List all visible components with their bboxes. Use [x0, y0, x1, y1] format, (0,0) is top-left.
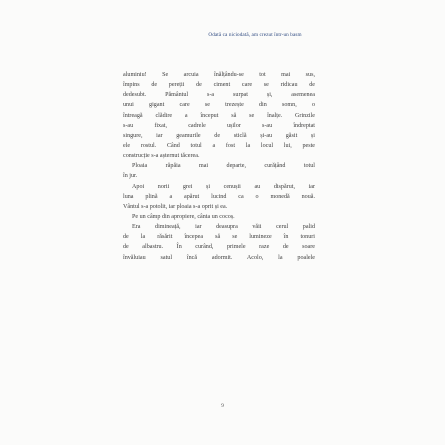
text-line: Pe un câmp din apropiere, cânta un cocoș.	[132, 213, 235, 220]
page-number: 9	[221, 403, 224, 409]
body-text	[123, 70, 315, 263]
text-line: construcție s-a așternut tăcerea.	[123, 153, 200, 160]
text-line: Vântul s-a potolit, iar ploaia s-a oprit și ea.	[123, 203, 228, 210]
running-head: Odată ca niciodată, am crezut într-un basm	[208, 32, 302, 38]
text-line: singure, iar geamurile de sticlă și-au găsit și	[123, 132, 315, 139]
text-line: dedesubt. Pământul s-a surpat și, asemenea	[123, 92, 315, 99]
text-line: Era dimineață, iar deasupra văii cerul palid	[132, 224, 315, 231]
text-line: aluminiu! Se arcuia înălțându-se tot mai sus,	[123, 72, 315, 78]
text-line: Ploaia răpăia mai departe, curățând totul	[132, 163, 315, 170]
text-line: unui gigant care se trezește din somn, o	[123, 102, 315, 109]
text-line: în jur.	[123, 173, 138, 180]
text-line: Apoi norii grei și cenușii au dispărut, iar	[132, 183, 315, 190]
text-line: împins de pereții de ciment care se ridicau de	[123, 82, 315, 89]
text-line: luna plină a apărut lucind ca o monedă nouă.	[123, 193, 315, 200]
text-line: întreagă clădire a început să se înalțe. Grinzile	[123, 112, 315, 119]
text-line: învăluiau satul încă adormit. Acolo, la poalele	[123, 254, 315, 261]
text-line: ele rostul. Când totul a fost la locul lui, peste	[123, 142, 315, 149]
text-line: de albastru. În curând, primele raze de soare	[123, 244, 315, 251]
text-line: de la răsărit începea să se lumineze în tonuri	[123, 234, 315, 241]
text-line: s-au fixat, cadrele ușilor s-au îndreptat	[123, 122, 315, 129]
